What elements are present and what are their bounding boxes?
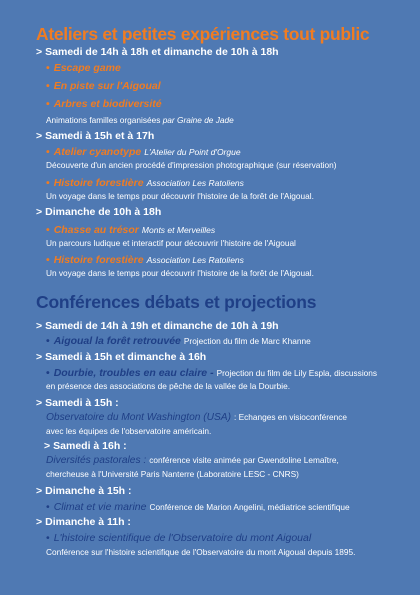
arrow-marker: > (36, 516, 43, 528)
conf-day-1: > Samedi de 14h à 19h et dimanche de 10h à 19h (36, 320, 279, 332)
conf-item: • Climat et vie marine Conférence de Marion Angelini, médiatrice scientifique (46, 501, 350, 513)
atelier-note: Animations familles organisées par Graine de Jade (46, 115, 234, 125)
arrow-marker: > (36, 130, 43, 142)
conf-item: • Dourbie, troubles en eau claire - Projection du film de Lily Espla, discussions (46, 367, 378, 379)
atelier-item: • Histoire forestière Association Les Ratoliens (46, 177, 244, 189)
conf-desc: chercheuse à l'Université Paris Nanterre (Laboratoire LESC - CNRS) (46, 469, 299, 479)
ateliers-day-2: > Samedi à 15h et à 17h (36, 130, 155, 142)
atelier-item: • Atelier cyanotype L'Atelier du Point d'Orgue (46, 146, 241, 158)
arrow-marker: > (44, 440, 51, 452)
bullet-icon: • (46, 532, 50, 544)
conf-desc: Conférence sur l'histoire scientifique de l'Observatoire du mont Aigoual depuis 1895. (46, 547, 356, 557)
conf-day-4: > Samedi à 16h : (44, 440, 127, 452)
bullet-icon: • (46, 501, 50, 513)
atelier-desc: Découverte d'un ancien procédé d'impression photographique (sur réservation) (46, 160, 337, 170)
bullet-icon: • (46, 80, 50, 92)
arrow-marker: > (36, 46, 43, 58)
bullet-icon: • (46, 254, 50, 266)
ateliers-day-1: > Samedi de 14h à 18h et dimanche de 10h à 18h (36, 46, 279, 58)
atelier-item: • Chasse au trésor Monts et Merveilles (46, 224, 216, 236)
ateliers-day-3: > Dimanche de 10h à 18h (36, 206, 162, 218)
bullet-icon: • (46, 98, 50, 110)
conf-item: Observatoire du Mont Washington (USA) : Echanges en visioconférence (46, 412, 347, 423)
conf-item: • L'histoire scientifique de l'Observatoire du mont Aigoual (46, 532, 312, 544)
bullet-icon: • (46, 224, 50, 236)
conf-desc: avec les équipes de l'observatoire américain. (46, 426, 212, 436)
arrow-marker: > (36, 206, 43, 218)
arrow-marker: > (36, 397, 43, 409)
atelier-item: • Arbres et biodiversité (46, 98, 162, 110)
bullet-icon: • (46, 367, 50, 379)
atelier-desc: Un voyage dans le temps pour découvrir l'histoire de la forêt de l'Aigoual. (46, 191, 314, 201)
conf-desc: en présence des associations de pêche de la vallée de la Dourbie. (46, 381, 290, 391)
bullet-icon: • (46, 62, 50, 74)
conf-item: • Aigoual la forêt retrouvée Projection du film de Marc Khanne (46, 335, 311, 347)
atelier-item: • Histoire forestière Association Les Ratoliens (46, 254, 244, 266)
arrow-marker: > (36, 485, 43, 497)
ateliers-heading: Ateliers et petites expériences tout public (36, 24, 370, 44)
conf-item: Diversités pastorales : conférence visite animée par Gwendoline Lemaître, (46, 455, 339, 466)
conf-day-5: > Dimanche à 15h : (36, 485, 132, 497)
atelier-desc: Un voyage dans le temps pour découvrir l'histoire de la forêt de l'Aigoual. (46, 268, 314, 278)
conf-day-3: > Samedi à 15h : (36, 397, 119, 409)
bullet-icon: • (46, 177, 50, 189)
atelier-item: • Escape game (46, 62, 121, 74)
atelier-desc: Un parcours ludique et interactif pour découvrir l'histoire de l'Aigoual (46, 238, 296, 248)
bullet-icon: • (46, 146, 50, 158)
conferences-heading: Conférences débats et projections (36, 292, 317, 312)
arrow-marker: > (36, 351, 43, 363)
conf-day-2: > Samedi à 15h et dimanche à 16h (36, 351, 207, 363)
atelier-item: • En piste sur l'Aigoual (46, 80, 161, 92)
arrow-marker: > (36, 320, 43, 332)
conf-day-6: > Dimanche à 11h : (36, 516, 131, 528)
bullet-icon: • (46, 335, 50, 347)
